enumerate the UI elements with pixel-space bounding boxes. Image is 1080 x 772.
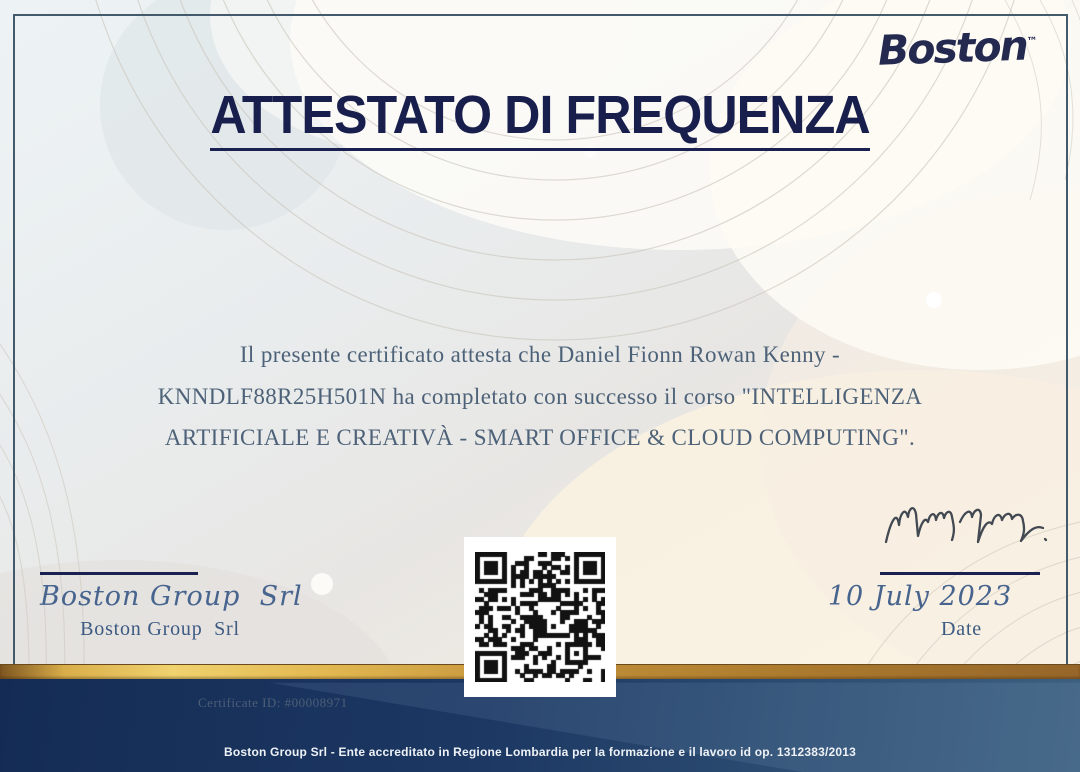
date-value: 10 July 2023 (827, 580, 1013, 612)
brand-logo-text: Boston (877, 21, 1028, 75)
certificate-body (80, 334, 1000, 459)
date-signature-line (880, 572, 1040, 575)
body-line-1: Il presente certificato attesta che Daniel Fionn Rowan Kenny - (239, 342, 841, 367)
body-line-3: ARTIFICIALE E CREATIVÀ - SMART OFFICE & CLOUD COMPUTING". (164, 425, 916, 450)
title-underline (210, 148, 870, 151)
certificate-id: Certificate ID: #00008971 (198, 695, 348, 710)
accreditation-text: Boston Group Srl - Ente accreditato in Regione Lombardia per la formazione e il lavoro id op. 1312383/2013 (223, 745, 857, 759)
brand-logo (877, 21, 1038, 75)
issuer-block (40, 572, 303, 641)
certificate-title: ATTESTATO DI FREQUENZA (210, 85, 870, 145)
qr-code (464, 537, 616, 697)
issuer-signature-script: Boston Group Srl (40, 580, 303, 612)
date-label: Date (941, 617, 982, 640)
issuer-name: Boston Group Srl (80, 617, 240, 640)
body-line-2: KNNDLF88R25H501N ha completato con successo il corso "INTELLIGENZA (157, 383, 923, 409)
qr-code-canvas (475, 552, 605, 682)
issuer-signature-line (40, 572, 198, 575)
date-block (800, 572, 1040, 641)
trademark-symbol: ™ (1026, 34, 1039, 48)
handwritten-signature-icon (882, 498, 1050, 556)
